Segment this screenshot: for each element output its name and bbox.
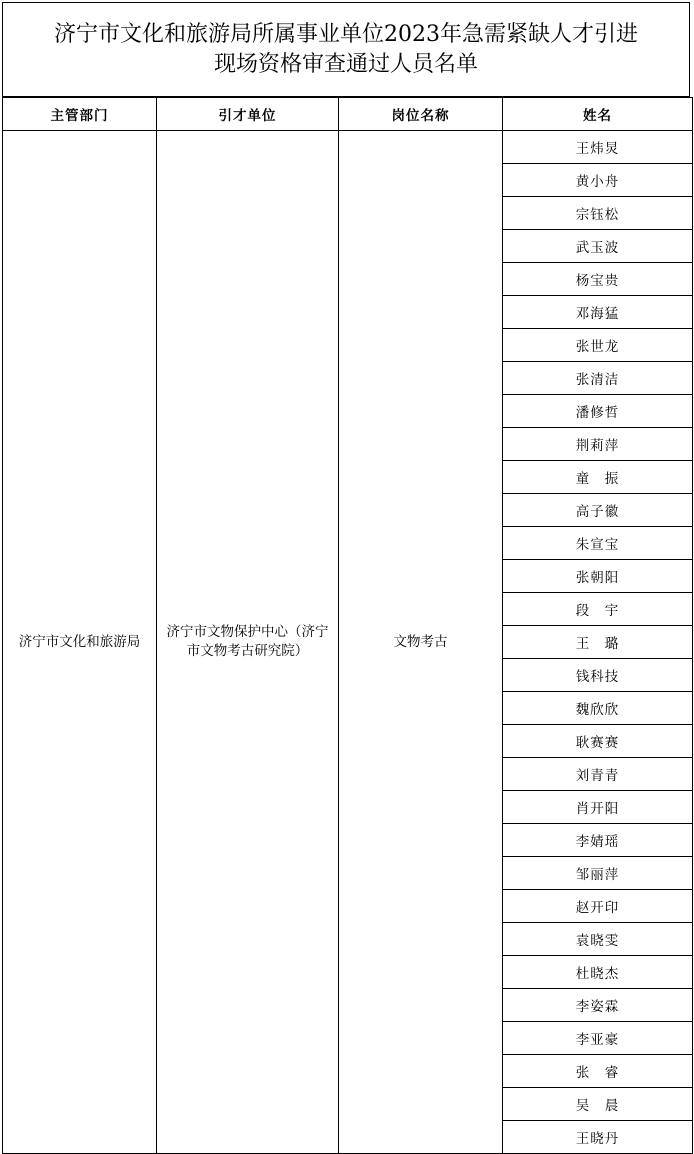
cell-name: 杨宝贵 bbox=[503, 263, 693, 296]
cell-name: 魏欣欣 bbox=[503, 692, 693, 725]
cell-name: 黄小舟 bbox=[503, 164, 693, 197]
header-department: 主管部门 bbox=[3, 98, 157, 131]
cell-name: 王 璐 bbox=[503, 626, 693, 659]
cell-name: 荆莉萍 bbox=[503, 428, 693, 461]
cell-name: 刘青青 bbox=[503, 758, 693, 791]
cell-name: 武玉波 bbox=[503, 230, 693, 263]
personnel-table bbox=[2, 97, 693, 1154]
table-header-row bbox=[3, 98, 693, 131]
document-title bbox=[2, 2, 690, 97]
cell-name: 潘修哲 bbox=[503, 395, 693, 428]
table-row bbox=[3, 131, 693, 164]
cell-name: 杜晓杰 bbox=[503, 956, 693, 989]
cell-name: 段 宇 bbox=[503, 593, 693, 626]
cell-name: 李婧瑶 bbox=[503, 824, 693, 857]
cell-unit: 济宁市文物保护中心（济宁市文物考古研究院） bbox=[157, 131, 339, 1154]
cell-name: 李亚豪 bbox=[503, 1022, 693, 1055]
header-unit: 引才单位 bbox=[157, 98, 339, 131]
cell-name: 邹丽萍 bbox=[503, 857, 693, 890]
cell-name: 张 睿 bbox=[503, 1055, 693, 1088]
cell-name: 张清洁 bbox=[503, 362, 693, 395]
cell-name: 王晓丹 bbox=[503, 1121, 693, 1154]
cell-name: 张朝阳 bbox=[503, 560, 693, 593]
cell-position: 文物考古 bbox=[339, 131, 503, 1154]
cell-name: 钱科技 bbox=[503, 659, 693, 692]
table-body bbox=[3, 131, 693, 1154]
cell-name: 李姿霖 bbox=[503, 989, 693, 1022]
title-line-1: 济宁市文化和旅游局所属事业单位2023年急需紧缺人才引进 bbox=[54, 21, 638, 47]
cell-name: 王炜炅 bbox=[503, 131, 693, 164]
cell-name: 宗钰松 bbox=[503, 197, 693, 230]
cell-name: 高子徽 bbox=[503, 494, 693, 527]
cell-name: 赵开印 bbox=[503, 890, 693, 923]
cell-name: 袁晓雯 bbox=[503, 923, 693, 956]
header-position: 岗位名称 bbox=[339, 98, 503, 131]
cell-name: 邓海猛 bbox=[503, 296, 693, 329]
title-line-2: 现场资格审查通过人员名单 bbox=[213, 51, 478, 77]
header-name: 姓名 bbox=[503, 98, 693, 131]
cell-name: 朱宣宝 bbox=[503, 527, 693, 560]
cell-name: 吴 晨 bbox=[503, 1088, 693, 1121]
cell-department: 济宁市文化和旅游局 bbox=[3, 131, 157, 1154]
cell-name: 童 振 bbox=[503, 461, 693, 494]
cell-name: 张世龙 bbox=[503, 329, 693, 362]
cell-name: 肖开阳 bbox=[503, 791, 693, 824]
cell-name: 耿赛赛 bbox=[503, 725, 693, 758]
